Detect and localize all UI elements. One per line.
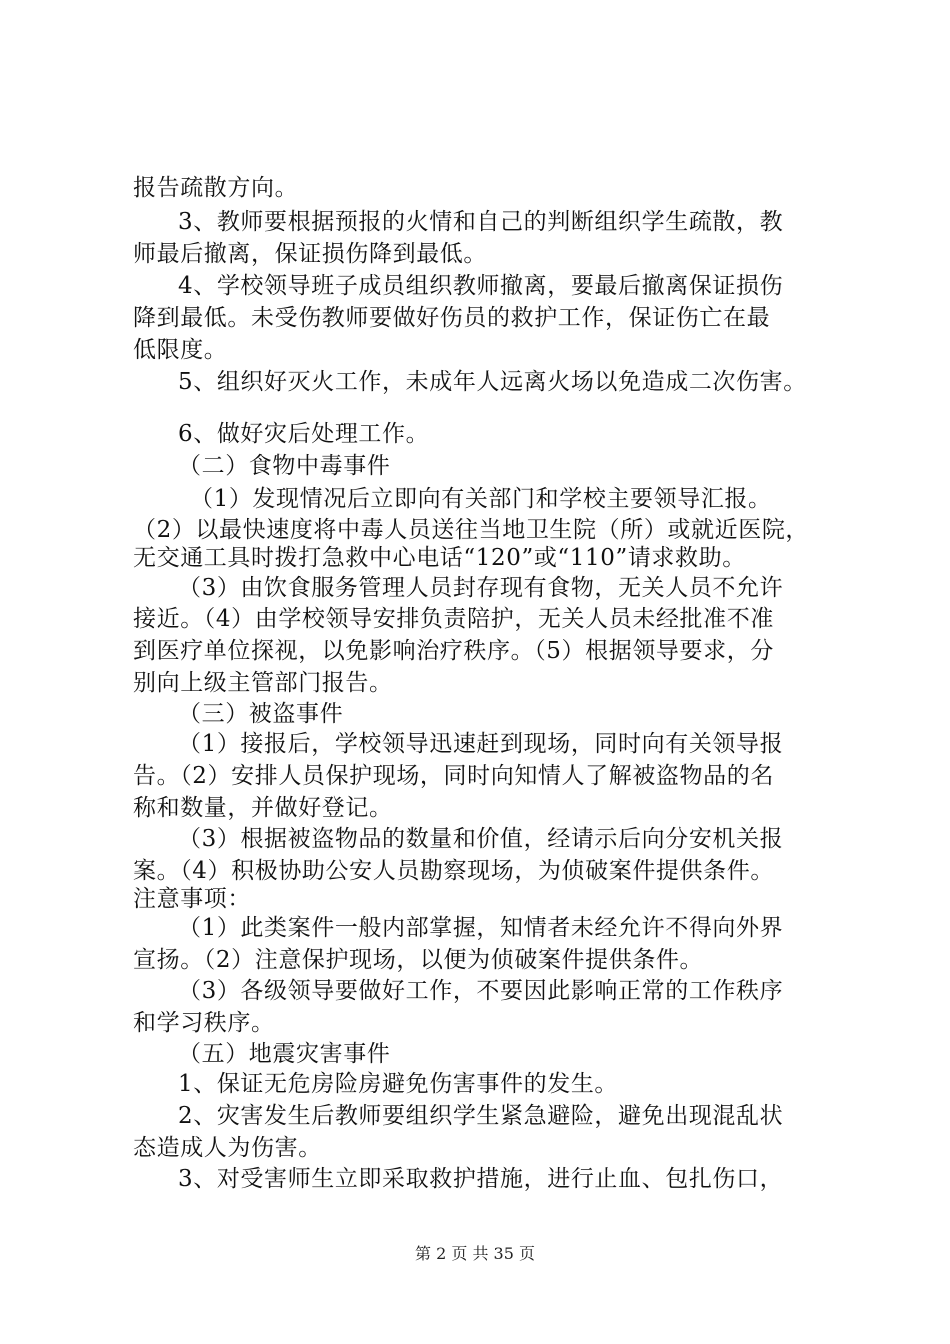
text-line: 2、灾害发生后教师要组织学生紧急避险，避免出现混乱状 <box>178 1103 784 1129</box>
section-heading: （三）被盗事件 <box>178 701 344 727</box>
text-line: 3、教师要根据预报的火情和自己的判断组织学生疏散，教 <box>178 209 784 235</box>
text-line: （2）以最快速度将中毒人员送往当地卫生院（所）或就近医院， <box>133 517 810 543</box>
page-number-footer: 第 2 页 共 35 页 <box>415 1244 535 1263</box>
text-line: 和学习秩序。 <box>133 1010 275 1036</box>
text-line: （1）发现情况后立即向有关部门和学校主要领导汇报。 <box>190 486 772 512</box>
text-line: 案。（4）积极协助公安人员勘察现场，为侦破案件提供条件。 <box>133 858 774 884</box>
text-line: 降到最低。未受伤教师要做好伤员的救护工作，保证伤亡在最 <box>133 305 771 331</box>
section-heading: （二）食物中毒事件 <box>178 453 391 479</box>
text-line: 低限度。 <box>133 337 228 363</box>
text-line: 告。（2）安排人员保护现场，同时向知情人了解被盗物品的名 <box>133 763 774 789</box>
text-line: 接近。（4）由学校领导安排负责陪护，无关人员未经批准不准 <box>133 606 774 632</box>
text-line: 师最后撤离，保证损伤降到最低。 <box>133 241 487 267</box>
text-line: 别向上级主管部门报告。 <box>133 670 393 696</box>
text-line: 报告疏散方向。 <box>133 175 299 201</box>
text-line: 态造成人为伤害。 <box>133 1135 322 1161</box>
text-line: （1）此类案件一般内部掌握，知情者未经允许不得向外界 <box>178 915 784 941</box>
text-line: （3）根据被盗物品的数量和价值，经请示后向分安机关报 <box>178 826 784 852</box>
text-line: 注意事项： <box>133 886 251 912</box>
text-line: 称和数量，并做好登记。 <box>133 795 393 821</box>
text-line: （3）各级领导要做好工作，不要因此影响正常的工作秩序 <box>178 978 784 1004</box>
text-line: 无交通工具时拨打急救中心电话“120”或“110”请求救助。 <box>133 545 746 571</box>
text-line: 4、学校领导班子成员组织教师撤离，要最后撤离保证损伤 <box>178 273 784 299</box>
text-line: （1）接报后，学校领导迅速赶到现场，同时向有关领导报 <box>178 731 784 757</box>
text-line: （3）由饮食服务管理人员封存现有食物，无关人员不允许 <box>178 575 784 601</box>
text-line: 宣扬。（2）注意保护现场，以便为侦破案件提供条件。 <box>133 947 704 973</box>
text-line: 3、对受害师生立即采取救护措施，进行止血、包扎伤口， <box>178 1166 784 1192</box>
text-line: 6、做好灾后处理工作。 <box>178 421 430 447</box>
text-line: 1、保证无危房险房避免伤害事件的发生。 <box>178 1071 619 1097</box>
text-line: 到医疗单位探视，以免影响治疗秩序。（5）根据领导要求，分 <box>133 638 774 664</box>
text-line: 5、组织好灭火工作，未成年人远离火场以免造成二次伤害。 <box>178 369 807 395</box>
section-heading: （五）地震灾害事件 <box>178 1041 391 1067</box>
